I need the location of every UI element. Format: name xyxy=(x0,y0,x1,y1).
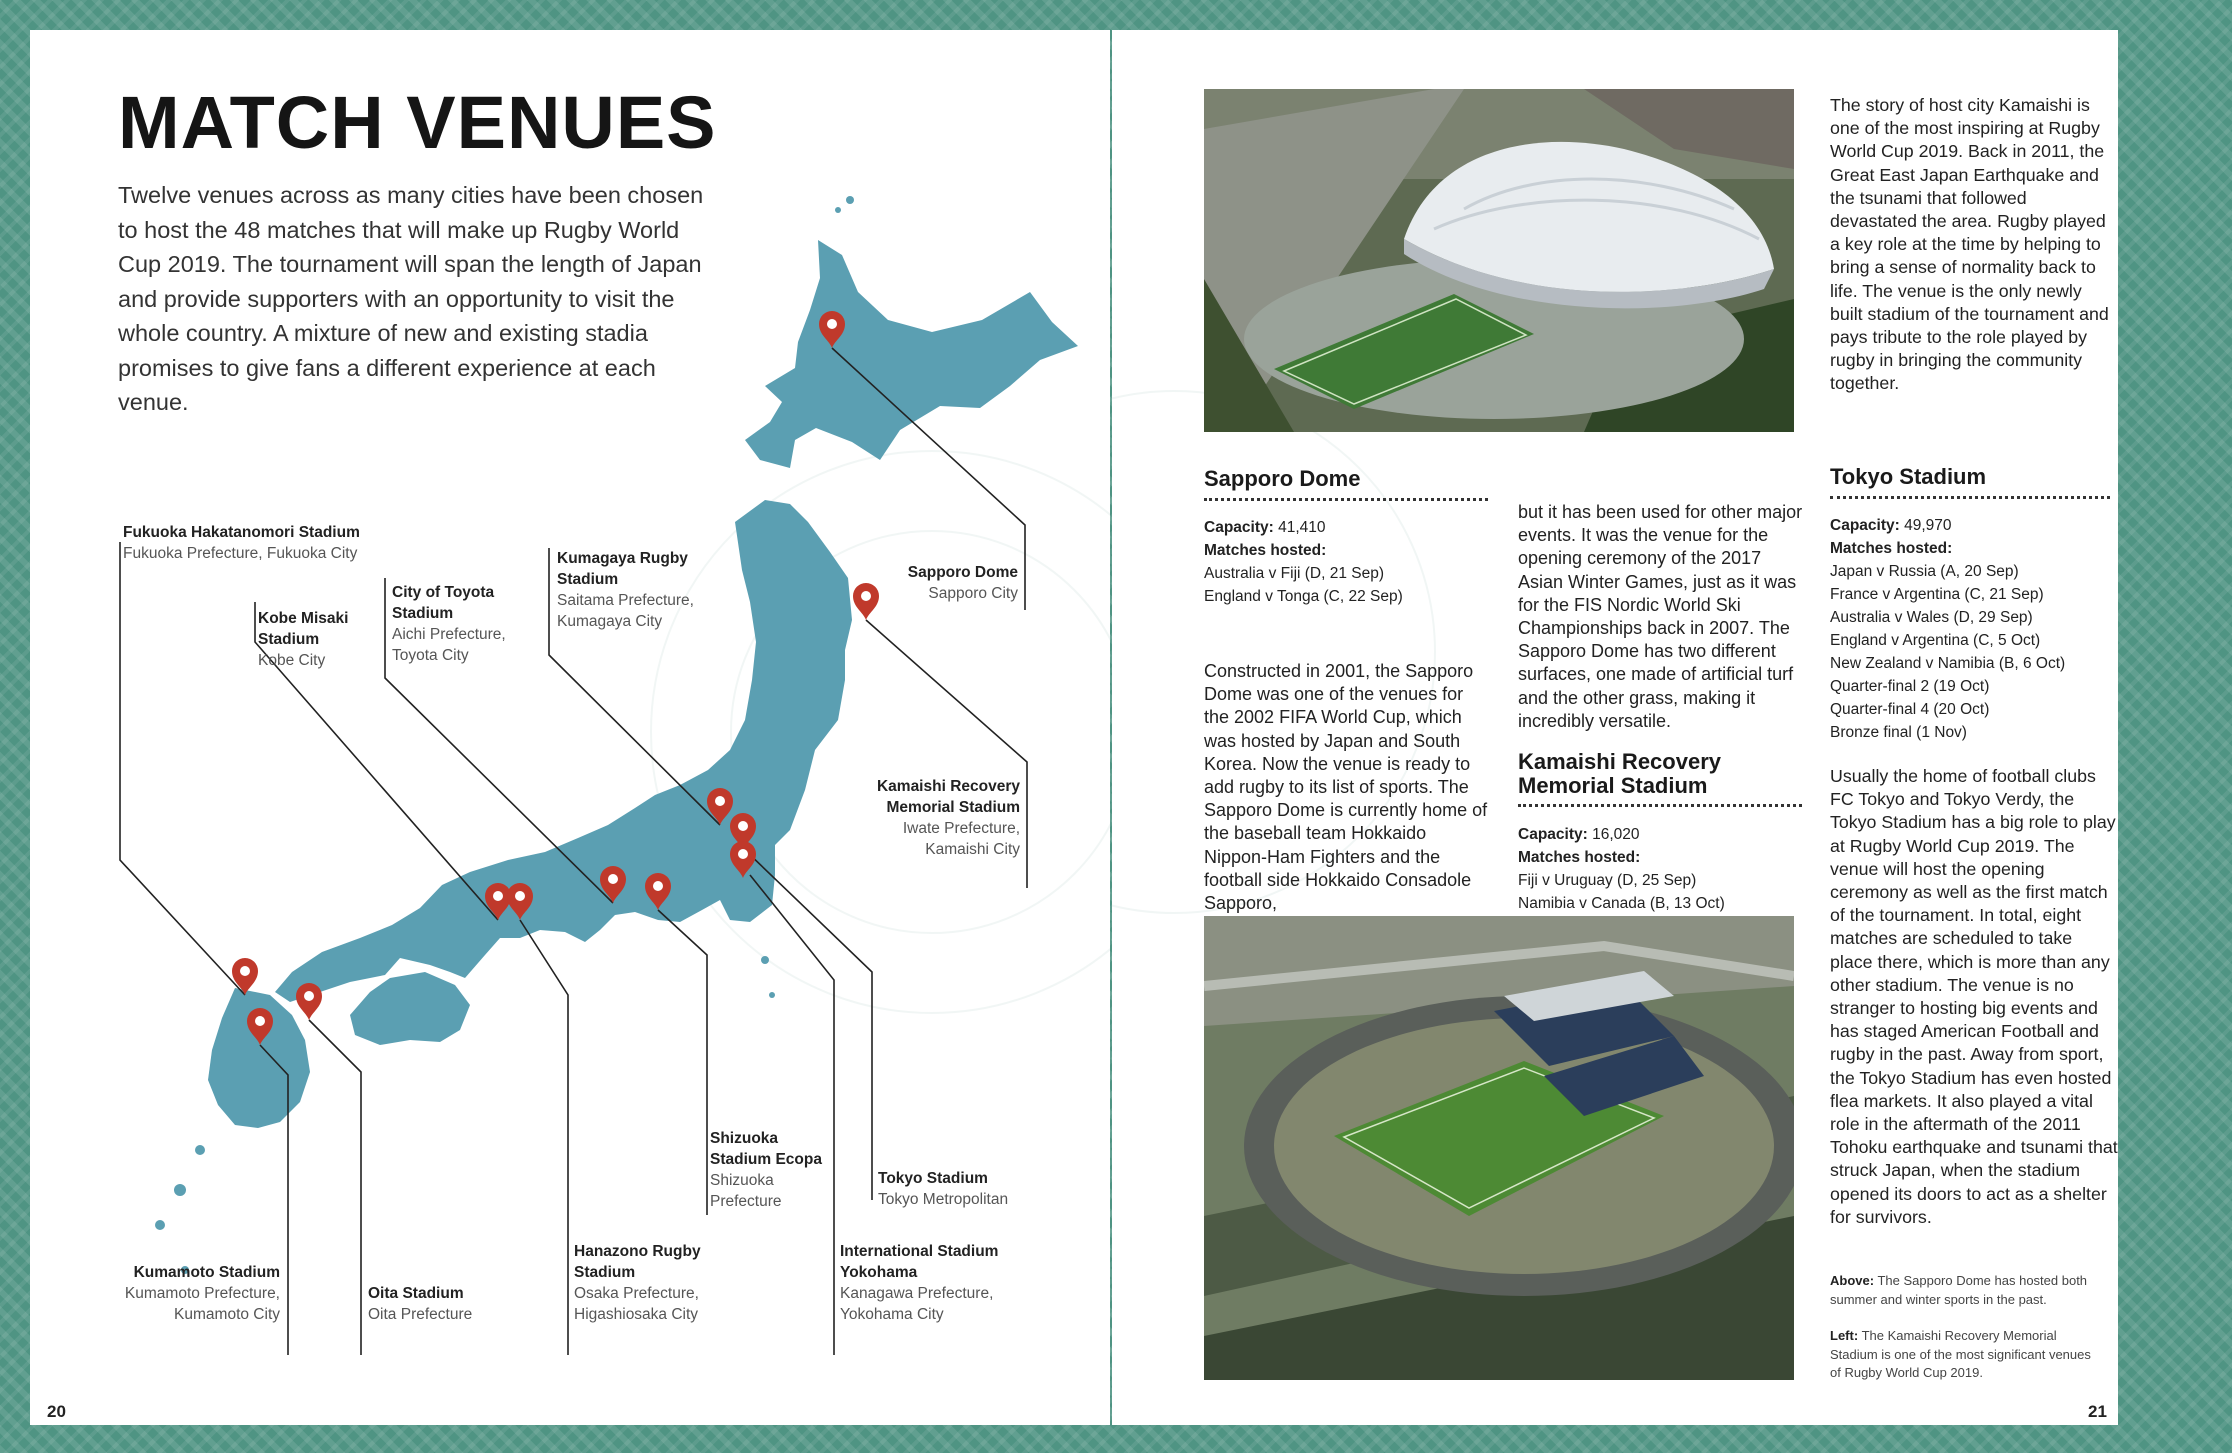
sapporo-dome-image xyxy=(1204,89,1794,432)
match-item: France v Argentina (C, 21 Sep) xyxy=(1830,586,2044,603)
caption-left: Left: The Kamaishi Recovery Memorial Stadium is one of the most significant venues of Rugby World Cup 2019. xyxy=(1830,1328,2091,1380)
page-number: 21 xyxy=(2088,1402,2107,1421)
intro-paragraph: Twelve venues across as many cities have been chosen to host the 48 matches that will make up Rugby World Cup 2019. The tournament will span the length of Japan and provide supporters with an opportunity to visit the whole country. A mixture of new and existing stadia promises to give fans a different experience at each venue. xyxy=(118,182,704,415)
match-item: New Zealand v Namibia (B, 6 Oct) xyxy=(1830,655,2066,672)
match-item: Japan v Russia (A, 20 Sep) xyxy=(1830,563,2019,580)
sapporo-dome-facts: Capacity: 41,410 Matches hosted: Australia v Fiji (D, 21 Sep) England v Tonga (C, 22 Sep) xyxy=(1204,516,1504,608)
map-pin-icon xyxy=(296,983,322,1020)
sapporo-dome-body: Constructed in 2001, the Sapporo Dome was one of the venues for the 2002 FIFA World Cup, which was hosted by Japan and South Korea. Now the venue is ready to add rugby to its list of sports. The Sapporo Dome is currently home of the baseball team Hokkaido Nippon-Ham Fighters and the football side Hokkaido Consadole Sapporo, xyxy=(1204,661,1488,914)
sapporo-dome-photo xyxy=(1204,89,1794,432)
venue-label-kumamoto: Kumamoto Stadium Kumamoto Prefecture, Kumamoto City xyxy=(124,1264,280,1323)
leader-line-oita xyxy=(309,1020,361,1355)
match-item: Bronze final (1 Nov) xyxy=(1830,724,1967,741)
match-item: Quarter-final 2 (19 Oct) xyxy=(1830,678,1990,695)
venue-label-kamaishi: Kamaishi Recovery Memorial Stadium Iwate Prefecture, Kamaishi City xyxy=(876,778,1020,858)
match-item: Australia v Fiji (D, 21 Sep) xyxy=(1204,565,1385,582)
leader-line-hanazono xyxy=(520,920,568,1355)
venue-label-yokohama: International Stadium Yokohama Kanagawa Prefecture, Yokohama City xyxy=(840,1243,999,1323)
match-item: Australia v Wales (D, 29 Sep) xyxy=(1830,609,2033,626)
match-item: England v Tonga (C, 22 Sep) xyxy=(1204,588,1403,605)
kamaishi-stadium-image xyxy=(1204,916,1794,1380)
venue-label-tokyo: Tokyo Stadium Tokyo Metropolitan xyxy=(878,1170,1009,1208)
hokkaido-island xyxy=(745,240,1078,468)
leader-line-fukuoka xyxy=(120,542,245,995)
tokyo-stadium-heading: Tokyo Stadium xyxy=(1830,464,2110,499)
sapporo-dome-body-continued: but it has been used for other major events. It was the venue for the opening ceremony of the 2017 Asian Winter Games, just as it was for the FIS Nordic World Ski Championships back in 2007. The Sapporo Dome has two different surfaces, one made of artificial turf and the other grass, making it incredibly versatile. xyxy=(1518,502,1803,731)
venue-label-sapporo: Sapporo Dome Sapporo City xyxy=(907,564,1018,602)
match-item: England v Argentina (C, 5 Oct) xyxy=(1830,632,2041,649)
match-item: Namibia v Canada (B, 13 Oct) xyxy=(1518,895,1725,912)
shikoku-island xyxy=(350,972,470,1045)
kamaishi-stadium-photo xyxy=(1204,916,1794,1380)
venue-label-kumagaya: Kumagaya Rugby Stadium Saitama Prefecture, Kumagaya City xyxy=(557,550,694,630)
leader-line-shizuoka xyxy=(658,910,707,1215)
kamaishi-heading: Kamaishi Recovery Memorial Stadium xyxy=(1518,750,1802,807)
kamaishi-story: The story of host city Kamaishi is one of the most inspiring at Rugby World Cup 2019. Back in 2011, the Great East Japan Earthquake and the tsunami that followed devastated the area. Rugby played a key role at the time by helping to bring a sense of normality back to life. The venue is the only newly built stadium of the tournament and pays tribute to the role played by rugby in bringing the community together. xyxy=(1830,95,2109,394)
match-item: Fiji v Uruguay (D, 25 Sep) xyxy=(1518,872,1697,889)
venue-label-shizuoka: Shizuoka Stadium Ecopa Shizuoka Prefecture xyxy=(710,1130,822,1210)
sapporo-dome-heading: Sapporo Dome xyxy=(1204,466,1488,501)
page-title: MATCH VENUES xyxy=(118,81,717,164)
venue-label-hanazono: Hanazono Rugby Stadium Osaka Prefecture, Higashiosaka City xyxy=(574,1243,701,1323)
venue-label-kobe: Kobe Misaki Stadium Kobe City xyxy=(258,610,349,669)
left-page xyxy=(30,30,1110,1425)
kamaishi-facts: Capacity: 16,020 Matches hosted: Fiji v Uruguay (D, 25 Sep) Namibia v Canada (B, 13 Oct) xyxy=(1518,823,1808,915)
caption-above: Above: The Sapporo Dome has hosted both summer and winter sports in the past. xyxy=(1830,1273,2088,1307)
tokyo-stadium-body: Usually the home of football clubs FC Tokyo and Tokyo Verdy, the Tokyo Stadium has a big role to play at Rugby World Cup 2019. The venue will host the opening ceremony as well as the first match of the tournament. In total, eight matches are scheduled to take place there, which is more than any other stadium. The venue is no stranger to hosting big events and has staged American Football and rugby in the past. Away from sport, the Tokyo Stadium has even hosted flea markets. It also played a vital role in the aftermath of the 2011 Tohoku earthquake and tsunami that struck Japan, when the stadium opened its doors to act as a shelter for survivors. xyxy=(1830,766,2118,1227)
venue-label-oita: Oita Stadium Oita Prefecture xyxy=(368,1285,473,1323)
match-item: Quarter-final 4 (20 Oct) xyxy=(1830,701,1990,718)
right-page xyxy=(1112,30,2118,1425)
leader-line-yokohama xyxy=(750,875,834,1355)
page-number: 20 xyxy=(47,1402,66,1421)
venue-label-fukuoka: Fukuoka Hakatanomori Stadium Fukuoka Prefecture, Fukuoka City xyxy=(123,524,360,562)
venue-label-toyota: City of Toyota Stadium Aichi Prefecture, Toyota City xyxy=(392,584,506,664)
tokyo-stadium-facts: Capacity: 49,970 Matches hosted: Japan v Russia (A, 20 Sep) France v Argentina (C, 21 Sep) Australia v Wales (D, 29 Sep) England v Argentina (C, 5 Oct) New Zealand v Namibia (B, 6 Oct) Quarter-final 2 (19 Oct) Quarter-final 4 (20 Oct) Bronze final (1 Nov) xyxy=(1830,514,2118,744)
